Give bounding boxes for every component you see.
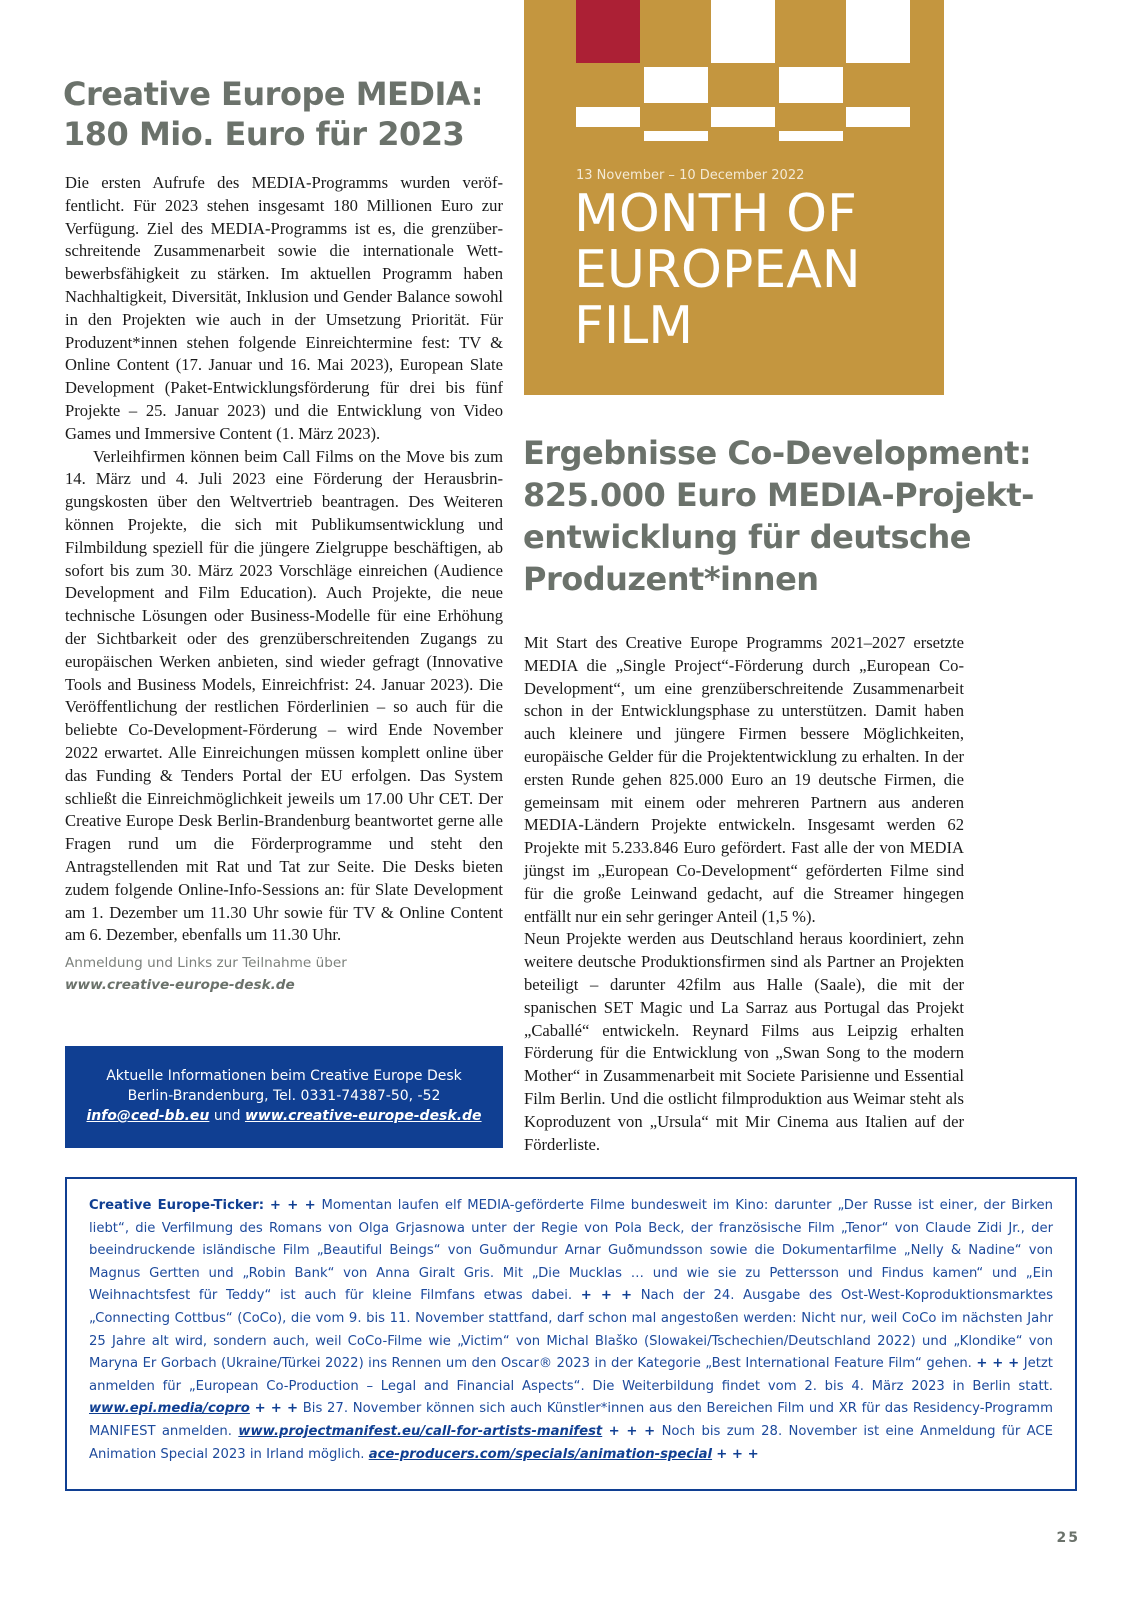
info-box-links [65,1106,503,1126]
ticker-separator: + + + [608,1423,656,1439]
info-box-line1: Aktuelle Informationen beim Creative Europe Desk [106,1068,462,1084]
epi-media-link[interactable]: www.epi.media/copro [89,1401,250,1417]
article1-headline [63,74,513,154]
article1-paragraph: Verleihfirmen können beim Call Films on the Move bis zum 14. März und 4. Juli 2023 eine Förderung der Herausbringungskosten über den Weltvertrieb beantragen. Des Weiteren können Projekte, die sich mit Publikumsentwicklung und Filmbildung speziell für die jüngere Zielgruppe beschäftigen, ab sofort bis zum 30. März 2023 Vorschläge einreichen (Audience Development and Film Education). Auch Projekte, die neue technische Lösungen oder Business-Modelle für eine Erhöhung der Sichtbarkeit oder des grenzüberschreitenden Zugangs zu europäischen Werken anbieten, sind wieder gefragt (Innovative Tools and Business Models, Einreichfrist: 24. Januar 2023). Die Veröffentlichung der restlichen Förderlinien – so auch für die beliebte Co-Development-Förderung – wird Ende November 2022 erwartet. Alle Einreichungen müssen komplett online über das Funding & Tenders Portal der EU erfolgen. Das System schließt die Einreichmöglichkeit jeweils um 17.00 Uhr CET. Der Creative Europe Desk Berlin-Brandenburg beantwortet gerne alle Fragen rund um die Förderprogramme und steht den Antragstellenden mit Rat und Tat zur Seite. Die Desks bieten zudem folgende Online-Info-Sessions an: für Slate Development am 1. Dezember um 11.30 Uhr sowie für TV & Online Content am 6. Dezember, ebenfalls um 11.30 Uhr. [65,446,503,945]
page-number: 25 [1056,1530,1080,1546]
ticker-lead: Creative Europe-Ticker: [89,1198,265,1213]
ticker-item: Jetzt anmelden für „European Co-Production – Legal and Financial Aspects“. Die Weiterbildung findet vom 2. bis 4. März 2023 in Berlin statt. [89,1356,1053,1394]
article2-paragraph: Neun Projekte werden aus Deutschland heraus koordiniert, zehn weitere deutsche Produktionsfirmen sind als Partner an Projekten beteiligt – darunter 42film aus Halle (Saale), die mit der spanischen SET Magic und La Sarraz aus Portugal das Projekt „Caballé“ entwickeln. Reynard Films aus Leipzig erhalten Förderung für die Entwicklung von „Swan Song to the modern Mother“ in Zusammenarbeit mit Societe Parisienne und Essential Film Berlin. Und die ostlicht filmproduktion aus Weimar steht als Koproduzent von „Ursula“ mit Mir Cinema aus Italien auf der Förderliste. [524,929,964,1154]
ticker-item: Bis 27. November können sich auch Künstler*innen aus den Bereichen Film und XR für das Residency-Programm MANIFEST anmelden. [89,1401,1053,1439]
article2-headline-line3: entwicklung für deutsche [523,518,971,556]
ticker-separator: + + + [254,1401,298,1417]
poster-white-block [576,107,640,127]
ticker-separator: + + + [580,1288,633,1304]
poster-white-block [779,67,843,103]
poster-title-line3: FILM [574,296,694,356]
poster-title-line1: MONTH OF [574,184,857,244]
article2-headline [523,432,1043,600]
ticker-item: Nach der 24. Ausgabe des Ost-West-Koproduktionsmarktes „Connecting Cottbus“ (CoCo), die vom 9. bis 11. November stattfand, darf schon mal angestoßen werden: Nicht nur, weil CoCo im nächsten Jahr 25 Jahre alt wird, sondern auch, weil CoCo-Filme wie „Victim“ von Michal Blaško (Slowakei/Tschechien/Deutschland 2022) und „Klondike“ von Maryna Er Gorbach (Ukraine/Türkei 2022) ins Rennen um den Oscar® 2023 in der Kategorie „Best International Feature Film“ gehen. [89,1288,1053,1372]
ticker-item: Momentan laufen elf MEDIA-geförderte Filme bundesweit im Kino: darunter „Der Russe ist einer, der Birken liebt“, die Verfilmung des Romans von Olga Grjasnowa unter der Regie von Pola Beck, der französische Film „Tenor“ von Claude Zidi Jr., der beeindruckende isländische Film „Beautiful Beings“ von Guðmundur Arnar Guðmundsson sowie die Dokumentarfilme „Nelly & Nadine“ von Magnus Gertten und „Robin Bank“ von Anna Giralt Gris. Mit „Die Mucklas … und wie sie zu Pettersson und Findus kamen“ und „Ein Weihnachtsfest für Teddy“ ist auch für kleine Filmfans etwas dabei. [89,1198,1053,1304]
article1-headline-line1: Creative Europe MEDIA: [63,75,484,113]
poster-red-block [576,0,640,63]
poster-white-block [644,131,708,141]
article2-body [524,632,964,1156]
ticker-item: Noch bis zum 28. November ist eine Anmeldung für ACE Animation Special 2023 in Irland möglich. [89,1423,1053,1462]
article2-headline-line4: Produzent*innen [523,560,819,598]
article2-headline-line1: Ergebnisse Co-Development: [523,434,1032,472]
poster-white-block [846,0,910,63]
info-box-line2: Berlin-Brandenburg, Tel. 0331-74387-50, -52 [127,1088,441,1104]
ticker-separator: + + + [976,1356,1020,1372]
poster-white-block [644,67,708,103]
poster-white-block [846,107,910,127]
creative-europe-ticker [65,1177,1077,1491]
creative-europe-desk-link[interactable]: www.creative-europe-desk.de [65,977,295,993]
ticker-separator: + + + [269,1198,316,1213]
email-link[interactable]: info@ced-bb.eu [86,1108,210,1124]
poster-title [574,186,944,354]
registration-note [65,952,503,996]
article2-paragraph: Mit Start des Creative Europe Programms 2021–2027 ersetzte MEDIA die „Single Project“-Förderung durch „European Co-Development“, um eine grenzüberschreitende Zusammenarbeit schon in der Entwicklungsphase zu unterstützen. Damit haben auch kleinere und jüngere Firmen bessere Möglichkeiten, europäische Gelder für die Projektentwicklung zu erhalten. In der ersten Runde gehen 825.000 Euro an 19 deutsche Firmen, die gemeinsam mit einem oder mehreren Partnern aus anderen MEDIA-Ländern Projekte entwickeln. Insgesamt werden 62 Projekte mit 5.233.846 Euro gefördert. Fast alle der von MEDIA jüngst im „European Co-Development“ geförderten Filme sind für die große Leinwand gedacht, auf die Streamer hingegen entfällt nur ein sehr geringer Anteil (1,5 %). [524,633,964,926]
ticker-text [89,1195,1053,1466]
month-of-european-film-poster [524,0,944,395]
poster-white-block [711,0,775,63]
registration-note-text: Anmeldung und Links zur Teilnahme über [65,955,347,971]
article1-paragraph: Die ersten Aufrufe des MEDIA-Programms wurden veröffentlicht. Für 2023 stehen insgesamt 180 Millionen Euro zur Verfügung. Ziel des MEDIA-Programms ist es, die grenzüberschreitende Zusammenarbeit sowie die internationale Wettbewerbsfähigkeit zu stärken. Im aktuellen Programm haben Nachhaltigkeit, Diversität, Inklusion und Gender Balance sowohl in den Projekten wie auch in der Umsetzung Priorität. Für Produzent*innen stehen folgende Einreichtermine fest: TV & Online Content (17. Januar und 16. Mai 2023), European Slate Development (Paket-Entwicklungsförderung für drei bis fünf Projekte – 25. Januar 2023) und die Entwicklung von Video Games und Immersive Content (1. März 2023). [65,173,503,443]
article1-headline-line2: 180 Mio. Euro für 2023 [63,115,465,153]
poster-white-block [779,131,843,141]
info-box [65,1046,503,1148]
article1-body [65,172,503,947]
ticker-separator: + + + [716,1446,759,1462]
poster-title-line2: EUROPEAN [574,240,861,300]
project-manifest-link[interactable]: www.projectmanifest.eu/call-for-artists-manifest [238,1423,603,1439]
article2-headline-line2: 825.000 Euro MEDIA-Projekt- [523,476,1034,514]
info-box-connector: und [213,1108,241,1124]
poster-date: 13 November – 10 December 2022 [576,168,805,183]
website-link[interactable]: www.creative-europe-desk.de [244,1108,482,1124]
ace-producers-link[interactable]: ace-producers.com/specials/animation-special [368,1446,713,1462]
poster-white-block [711,107,775,127]
